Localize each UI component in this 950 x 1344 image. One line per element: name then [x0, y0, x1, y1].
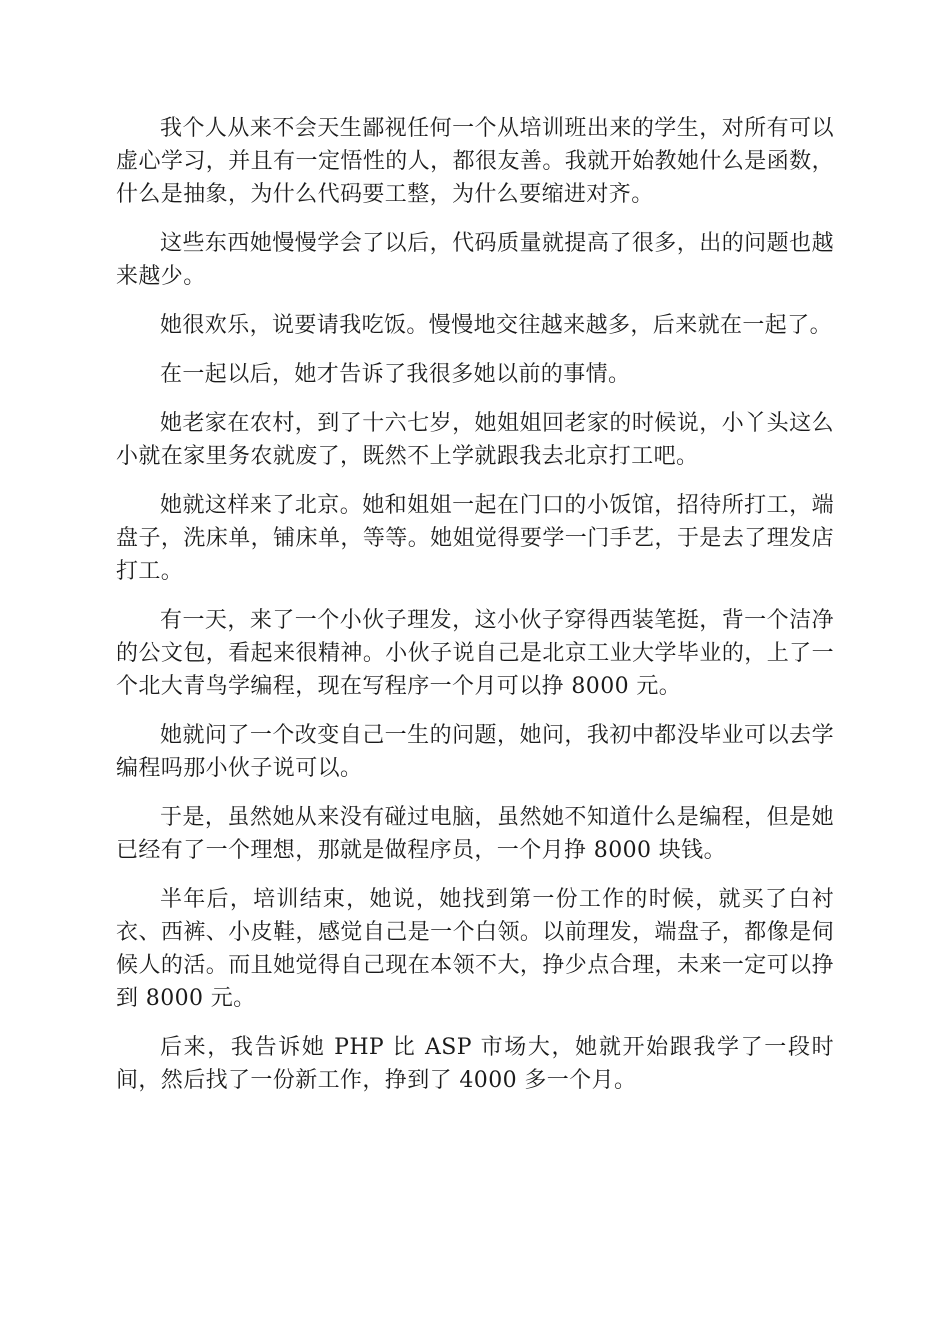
paragraph-1: 我个人从来不会天生鄙视任何一个从培训班出来的学生，对所有可以虚心学习，并且有一定悟性的人，都很友善。我就开始教她什么是函数，什么是抽象，为什么代码要工整，为什么要缩进对齐。 — [116, 116, 834, 207]
paragraph-10: 半年后，培训结束，她说，她找到第一份工作的时候，就买了白衬衣、西裤、小皮鞋，感觉自己是一个白领。以前理发，端盘子，都像是伺候人的活。而且她觉得自己现在本领不大，挣少点合理，未来一定可以挣到 8000 元。 — [116, 887, 834, 1011]
paragraph-2: 这些东西她慢慢学会了以后，代码质量就提高了很多，出的问题也越来越少。 — [116, 231, 834, 289]
paragraph-8: 她就问了一个改变自己一生的问题，她问，我初中都没毕业可以去学编程吗那小伙子说可以。 — [116, 723, 834, 781]
paragraph-9: 于是，虽然她从来没有碰过电脑，虽然她不知道什么是编程，但是她已经有了一个理想，那就是做程序员，一个月挣 8000 块钱。 — [116, 805, 834, 863]
paragraph-4: 在一起以后，她才告诉了我很多她以前的事情。 — [160, 362, 631, 387]
paragraph-5: 她老家在农村，到了十六七岁，她姐姐回老家的时候说，小丫头这么小就在家里务农就废了，既然不上学就跟我去北京打工吧。 — [116, 411, 834, 469]
paragraph-7: 有一天，来了一个小伙子理发，这小伙子穿得西装笔挺，背一个洁净的公文包，看起来很精神。小伙子说自己是北京工业大学毕业的，上了一个北大青鸟学编程，现在写程序一个月可以挣 8000 元。 — [116, 608, 834, 699]
paragraph-3: 她很欢乐，说要请我吃饭。慢慢地交往越来越多，后来就在一起了。 — [160, 313, 833, 338]
paragraph-11: 后来，我告诉她 PHP 比 ASP 市场大，她就开始跟我学了一段时间，然后找了一份新工作，挣到了 4000 多一个月。 — [116, 1035, 834, 1093]
paragraph-6: 她就这样来了北京。她和姐姐一起在门口的小饭馆，招待所打工，端盘子，洗床单，铺床单，等等。她姐觉得要学一门手艺，于是去了理发店打工。 — [116, 493, 834, 584]
document-body — [116, 112, 834, 1113]
